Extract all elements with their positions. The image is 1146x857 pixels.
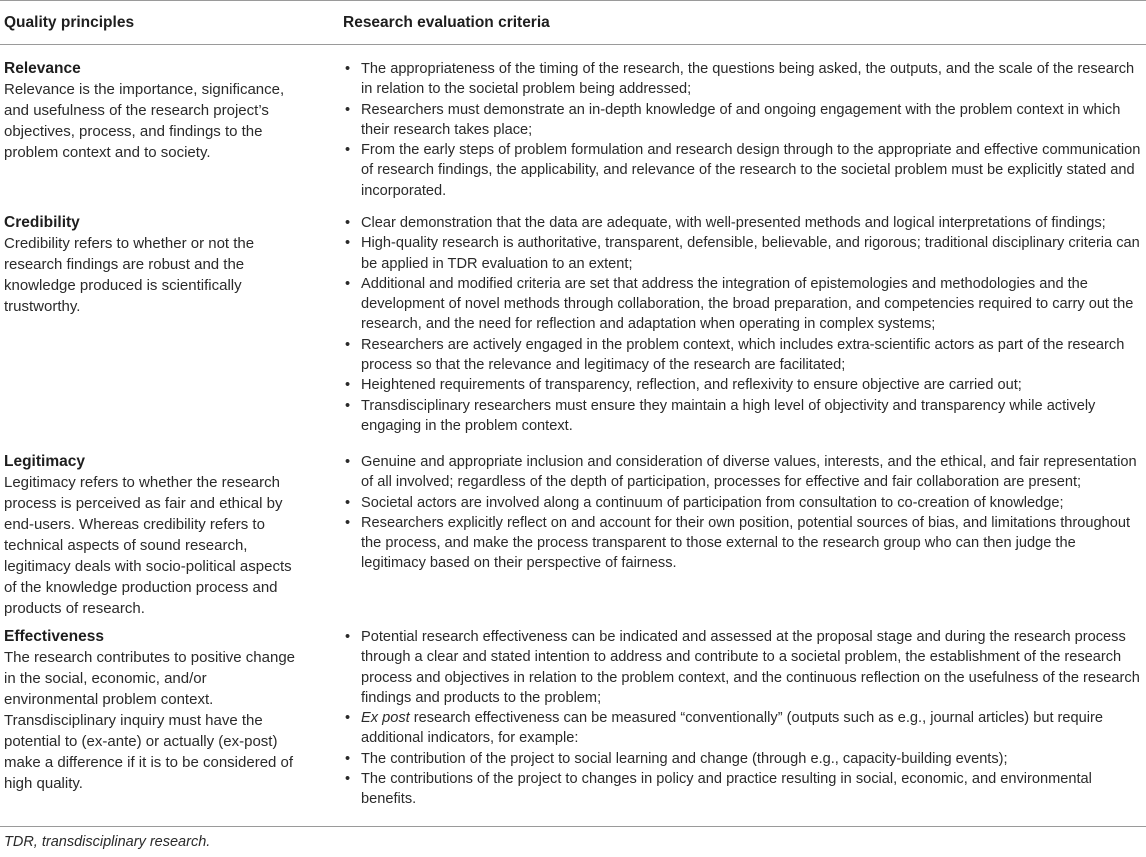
header-research-criteria: Research evaluation criteria <box>343 14 550 31</box>
criteria-item: • Heightened requirements of transparency, reflection, and reflexivity to ensure objective are carried out; <box>343 375 1143 395</box>
criteria-item: • Researchers are actively engaged in the problem context, which includes extra-scientific actors as part of the research process so that the relevance and legitimacy of the research are facilitated; <box>343 335 1143 376</box>
header-rule <box>0 44 1146 45</box>
header-quality-principles: Quality principles <box>4 14 135 31</box>
principle-legitimacy <box>4 452 304 619</box>
criteria-item: • The appropriateness of the timing of the research, the questions being asked, the outputs, and the scale of the research in relation to the societal problem being addressed; <box>343 59 1143 100</box>
principle-description: Relevance is the importance, significance, and usefulness of the research project’s objectives, process, and findings to the problem context and to society. <box>4 81 285 161</box>
criteria-item: • High-quality research is authoritative, transparent, defensible, believable, and rigorous; traditional disciplinary criteria can be applied in TDR evaluation to an extent; <box>343 233 1143 274</box>
criteria-item: • Potential research effectiveness can be indicated and assessed at the proposal stage and during the research process through a clear and stated intention to address and contribute to a societal problem, the establishment of the research process and objectives in relation to the problem context, and the continuous reflection on the usefulness of the research findings and products to the problem; <box>343 627 1143 708</box>
principle-description: The research contributes to positive change in the social, economic, and/or environmental problem context. Transdisciplinary inquiry must have the potential to (ex-ante) or actually (ex-post) make a difference if it is to be considered of high quality. <box>4 649 295 792</box>
principle-title: Credibility <box>4 214 80 231</box>
criteria-item: • Genuine and appropriate inclusion and consideration of diverse values, interests, and the ethical, and fair representation of all involved; regardless of the depth of participation, processes for effective and fair collaboration are present; <box>343 452 1143 493</box>
principle-description: Credibility refers to whether or not the research findings are robust and the knowledge produced is scientifically trustworthy. <box>4 235 255 315</box>
criteria-item: • Transdisciplinary researchers must ensure they maintain a high level of objectivity and transparency while actively engaging in the problem context. <box>343 396 1143 437</box>
ex-post-text: research effectiveness can be measured “conventionally” (outputs such as e.g., journal articles) but require additional indicators, for example: <box>361 710 1103 747</box>
criteria-item: • Societal actors are involved along a continuum of participation from consultation to co-creation of knowledge; <box>343 493 1143 513</box>
criteria-item-ex-post <box>343 708 1143 749</box>
principle-title: Effectiveness <box>4 628 104 645</box>
table-bottom-rule <box>0 826 1146 827</box>
criteria-item: • The contribution of the project to social learning and change (through e.g., capacity-building events); <box>343 749 1143 769</box>
criteria-item: • The contributions of the project to changes in policy and practice resulting in social, economic, and environmental benefits. <box>343 769 1143 810</box>
criteria-list-credibility <box>343 213 1143 436</box>
criteria-item: • From the early steps of problem formulation and research design through to the appropriate and effective communication of research findings, the applicability, and relevance of the research to the societal problem must be explicitly stated and incorporated. <box>343 140 1143 201</box>
criteria-item: • Additional and modified criteria are set that address the integration of epistemologies and methodologies and the development of novel methods through collaboration, the broad preparation, and competencies required to carry out the research, and the need for reflection and adaptation when operating in complex systems; <box>343 274 1143 335</box>
criteria-item: • Researchers must demonstrate an in-depth knowledge of and ongoing engagement with the problem context in which their research takes place; <box>343 100 1143 141</box>
ex-post-label: Ex post <box>361 710 410 727</box>
criteria-item: • Clear demonstration that the data are adequate, with well-presented methods and logical interpretations of findings; <box>343 213 1143 233</box>
table-footnote: TDR, transdisciplinary research. <box>4 834 211 850</box>
principle-title: Legitimacy <box>4 453 85 470</box>
criteria-item: • Researchers explicitly reflect on and account for their own position, potential sources of bias, and limitations throughout the process, and make the process transparent to those external to the research group who can then judge the legitimacy based on their perspective of fairness. <box>343 513 1143 574</box>
principle-description: Legitimacy refers to whether the research process is perceived as fair and ethical by end-users. Whereas credibility refers to technical aspects of sound research, legitimacy deals with socio-political aspects of the knowledge production process and products of research. <box>4 474 292 617</box>
criteria-list-legitimacy <box>343 452 1143 574</box>
table-top-rule <box>0 0 1146 1</box>
principle-relevance <box>4 59 304 163</box>
principle-credibility <box>4 213 304 317</box>
principle-effectiveness <box>4 627 304 794</box>
principle-title: Relevance <box>4 60 81 77</box>
criteria-list-effectiveness <box>343 627 1143 810</box>
criteria-list-relevance <box>343 59 1143 201</box>
